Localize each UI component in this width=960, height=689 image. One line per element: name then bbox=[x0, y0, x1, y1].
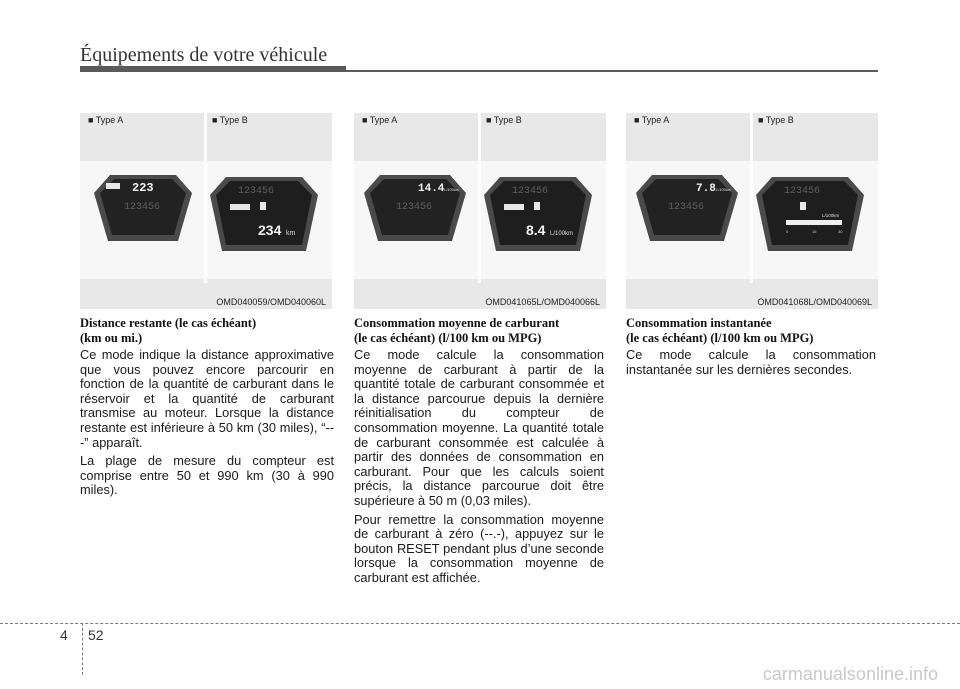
figure-code: OMD041065L/OMD040066L bbox=[485, 297, 600, 307]
header-rule bbox=[80, 70, 878, 72]
heading-line-2: (km ou mi.) bbox=[80, 331, 143, 345]
scale-0: 0 bbox=[786, 229, 789, 234]
type-a-label: ■ Type A bbox=[634, 115, 670, 125]
heading-line-2: (le cas échéant) (l/100 km ou MPG) bbox=[354, 331, 542, 345]
fuel-pump-icon bbox=[534, 202, 540, 210]
watermark: carmanualsonline.info bbox=[762, 664, 938, 684]
display-a-bottom: 123456 bbox=[396, 202, 433, 213]
footer-rule bbox=[0, 623, 960, 624]
fuel-pump-icon bbox=[800, 202, 806, 210]
section-heading bbox=[626, 316, 813, 346]
heading-line-1: Distance restante (le cas échéant) bbox=[80, 316, 257, 330]
section-body bbox=[626, 348, 876, 381]
heading-line-1: Consommation instantanée bbox=[626, 316, 772, 330]
section-body bbox=[80, 348, 334, 502]
car-icon bbox=[106, 183, 120, 189]
display-b-unit: L/100km bbox=[822, 213, 840, 218]
paragraph: Ce mode indique la distance approximative que vous pouvez encore parcourir en fonction de la quantité de carburant dans le réservoir et la quantité de carburant transmise au moteur. Lorsque la distance restante est inférieure à 50 km (30 miles), “---” apparaît. bbox=[80, 347, 334, 450]
paragraph: La plage de mesure du compteur est comprise entre 50 et 990 km (30 à 990 miles). bbox=[80, 453, 334, 498]
paragraph: Pour remettre la consommation moyenne de carburant à zéro (--.-), appuyez sur le bouton RESET pendant plus d’une seconde lorsque la consommation moyenne de carburant est affichée. bbox=[354, 511, 604, 585]
chapter-number: 4 bbox=[60, 627, 68, 643]
display-a-top: 14.4 bbox=[418, 183, 445, 195]
display-b-unit: km bbox=[286, 230, 296, 237]
display-a-unit: L/100km bbox=[716, 187, 732, 192]
section-heading bbox=[80, 316, 256, 346]
fuel-pump-icon bbox=[260, 202, 266, 210]
display-a-unit: L/100km bbox=[444, 187, 460, 192]
display-a-top: 223 bbox=[132, 181, 154, 195]
display-type-a bbox=[636, 175, 738, 241]
display-a-top: 7.8 bbox=[696, 183, 716, 195]
header-title: Équipements de votre véhicule bbox=[80, 44, 328, 66]
paragraph: Ce mode calcule la consommation instantanée sur les dernières secondes. bbox=[626, 347, 876, 377]
paragraph: Ce mode calcule la consommation moyenne de carburant à partir de la quantité totale de carburant consommée et la distance parcourue depuis la dernière réinitialisation du compteur de consommation moyenne. La quantité totale de carburant consommée est calculée à partir des données de consommation en carburant. Pour que les calculs soient précis, la distance parcourue doit être supérieure à 50 m (0,03 miles). bbox=[354, 347, 604, 508]
type-b-label: ■ Type B bbox=[212, 115, 248, 125]
car-icon bbox=[230, 204, 250, 210]
type-b-label: ■ Type B bbox=[758, 115, 794, 125]
scale-30: 30 bbox=[838, 229, 843, 234]
figure-distance bbox=[80, 113, 332, 309]
display-b-value: 8.4 bbox=[526, 222, 546, 238]
display-type-a bbox=[94, 175, 192, 241]
type-b-label: ■ Type B bbox=[486, 115, 522, 125]
display-a-bottom: 123456 bbox=[668, 202, 705, 213]
car-icon bbox=[504, 204, 524, 210]
figure-code: OMD040059/OMD040060L bbox=[216, 297, 326, 307]
display-b-top: 123456 bbox=[512, 186, 549, 197]
type-a-label: ■ Type A bbox=[88, 115, 124, 125]
figure-code: OMD041068L/OMD040069L bbox=[757, 297, 872, 307]
cluster-displays bbox=[354, 113, 606, 309]
display-a-bottom: 123456 bbox=[124, 202, 161, 213]
heading-line-2: (le cas échéant) (l/100 km ou MPG) bbox=[626, 331, 814, 345]
section-body bbox=[354, 348, 604, 590]
page-number: 52 bbox=[88, 627, 104, 643]
footer-separator bbox=[82, 623, 83, 675]
display-b-value: 234 bbox=[258, 222, 282, 238]
heading-line-1: Consommation moyenne de carburant bbox=[354, 316, 560, 330]
cluster-displays bbox=[80, 113, 332, 309]
display-b-top: 123456 bbox=[784, 186, 821, 197]
display-type-b bbox=[210, 177, 318, 251]
scale-15: 15 bbox=[812, 229, 817, 234]
cluster-displays bbox=[626, 113, 878, 309]
display-b-top: 123456 bbox=[238, 186, 275, 197]
display-type-b bbox=[756, 177, 864, 251]
figure-average-consumption bbox=[354, 113, 606, 309]
section-heading bbox=[354, 316, 559, 346]
display-type-b bbox=[484, 177, 592, 251]
type-a-label: ■ Type A bbox=[362, 115, 398, 125]
consumption-bar bbox=[786, 220, 842, 225]
display-type-a bbox=[364, 175, 466, 241]
figure-instant-consumption bbox=[626, 113, 878, 309]
display-b-unit: L/100km bbox=[550, 231, 574, 237]
